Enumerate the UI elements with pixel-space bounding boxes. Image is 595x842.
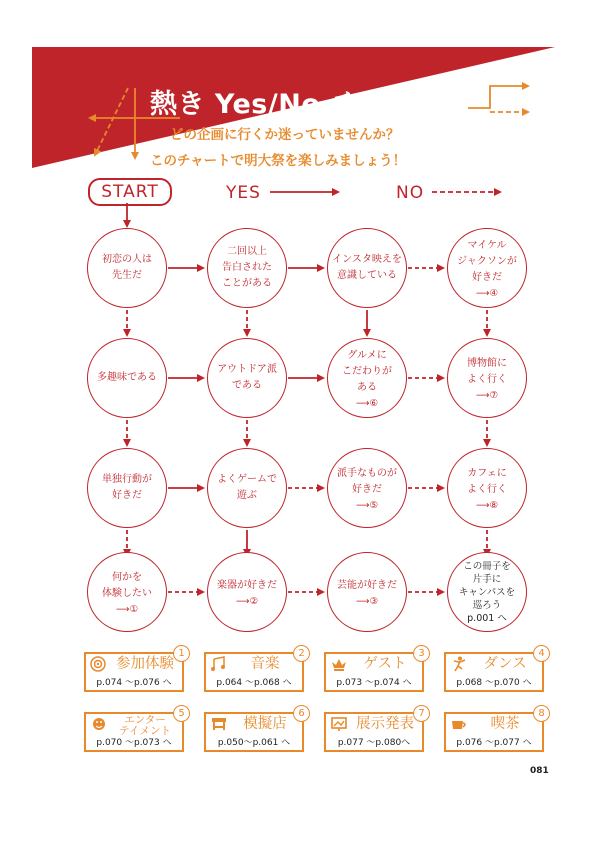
question-node (327, 338, 407, 418)
question-node (447, 228, 527, 308)
category-name: 展示発表 (356, 716, 414, 732)
question-node (87, 552, 167, 632)
final-text: この冊子を 片手に キャンパスを 巡ろう p.001 へ (458, 560, 516, 624)
question-node (87, 228, 167, 308)
right-arrow-icon: ⟶ (235, 595, 250, 607)
goto-number: ③ (369, 595, 379, 607)
question-text: 派手なものが 好きだ (337, 467, 397, 495)
goto-number: ④ (489, 287, 499, 299)
question-text: 多趣味である (97, 372, 157, 383)
subtitle-invite: このチャートで明大祭を楽しみましょう！ (150, 153, 407, 169)
category-number: 7 (413, 705, 430, 722)
right-arrow-icon: ⟶ (355, 595, 370, 607)
target-icon (90, 656, 108, 672)
question-text: 何かを 体験したい (102, 571, 152, 599)
category-number: 1 (173, 645, 190, 662)
goto-number: ⑤ (369, 499, 379, 511)
right-arrow-icon: ⟶ (475, 389, 490, 401)
category-name: 喫茶 (490, 716, 520, 732)
category-number: 6 (293, 705, 310, 722)
question-text: 単独行動が 好きだ (102, 474, 152, 501)
goto-number: ⑦ (489, 389, 499, 401)
category-pages: p.070 ～p.073 へ (96, 738, 172, 748)
category-number: 5 (173, 705, 190, 722)
goto-marker (476, 500, 498, 511)
category-number: 2 (293, 645, 310, 662)
right-arrow-icon: ⟶ (355, 499, 370, 511)
goto-number: ① (129, 603, 139, 615)
category-box[interactable] (204, 648, 305, 692)
goto-marker (476, 390, 498, 401)
question-node (207, 228, 287, 308)
question-text: 二回以上 告白された ことがある (222, 246, 272, 289)
goto-number: ② (249, 595, 259, 607)
question-text: グルメに こだわりが ある (342, 349, 392, 393)
category-box[interactable] (324, 708, 425, 752)
start-label: START (88, 178, 172, 206)
category-box[interactable] (444, 708, 545, 752)
cafe-cup-icon (450, 716, 468, 732)
decor-step-arrow (468, 86, 528, 108)
category-box[interactable] (84, 648, 185, 692)
guest-crown-icon (330, 656, 348, 672)
category-pages: p.068 ～p.070 へ (456, 678, 532, 688)
category-box[interactable] (204, 708, 305, 752)
goto-number: ⑥ (369, 397, 379, 409)
category-box[interactable] (444, 648, 545, 692)
question-node (87, 338, 167, 418)
question-text: マイケル ジャクソンが 好きだ (457, 239, 517, 283)
category-box[interactable] (84, 708, 185, 752)
right-arrow-icon: ⟶ (115, 603, 130, 615)
subtitle-question: どの企画に行くか迷っていませんか？ (170, 127, 400, 143)
yes-label: YES (226, 183, 261, 203)
question-text: アウトドア派 である (217, 364, 277, 391)
dancer-icon (450, 656, 468, 672)
category-name: 模擬店 (243, 716, 287, 732)
question-node (207, 448, 287, 528)
goto-marker (356, 596, 378, 607)
goto-number: ⑧ (489, 499, 499, 511)
music-note-icon (210, 656, 228, 672)
goto-marker (116, 604, 138, 615)
question-node (327, 448, 407, 528)
category-pages: p.077 ～p.080へ (337, 738, 411, 748)
question-text: 楽器が好きだ (217, 579, 277, 591)
category-name: 音楽 (250, 656, 280, 672)
chart-title: 熱き Yes/No チャート (150, 89, 440, 120)
question-node (207, 338, 287, 418)
category-pages: p.074 ～p.076 へ (96, 678, 172, 688)
question-text: インスタ映えを 意識している (332, 254, 402, 281)
question-node (207, 552, 287, 632)
category-name: ゲスト (363, 656, 407, 672)
question-node (447, 338, 527, 418)
category-number: 8 (533, 705, 550, 722)
category-name: エンター テイメント (119, 714, 171, 737)
page-number: 081 (530, 766, 549, 776)
category-number: 4 (533, 645, 550, 662)
right-arrow-icon: ⟶ (475, 287, 490, 299)
question-node (327, 552, 407, 632)
entertainment-icon (90, 716, 108, 732)
category-number: 3 (413, 645, 430, 662)
question-text: 芸能が好きだ (337, 579, 397, 591)
right-arrow-icon: ⟶ (355, 397, 370, 409)
category-pages: p.064 ～p.068 へ (216, 678, 292, 688)
category-pages: p.073 ～p.074 へ (336, 678, 412, 688)
question-text: よくゲームで 遊ぶ (217, 474, 277, 501)
category-box[interactable] (324, 648, 425, 692)
category-pages: p.076 ～p.077 へ (456, 738, 532, 748)
category-pages: p.050～p.061 へ (217, 738, 291, 748)
stall-icon (210, 716, 228, 732)
category-name: 参加体験 (116, 656, 174, 672)
goto-marker (476, 288, 498, 299)
no-label: NO (396, 183, 425, 203)
question-text: 初恋の人は 先生だ (102, 254, 152, 281)
category-name: ダンス (483, 656, 527, 672)
goto-marker (356, 398, 378, 409)
question-node (447, 448, 527, 528)
question-node (327, 228, 407, 308)
goto-marker (236, 596, 258, 607)
question-text: カフェに よく行く (467, 467, 507, 495)
goto-marker (356, 500, 378, 511)
final-node (447, 552, 527, 632)
question-node (87, 448, 167, 528)
question-text: 博物館に よく行く (467, 357, 507, 385)
right-arrow-icon: ⟶ (475, 499, 490, 511)
exhibit-icon (330, 716, 348, 732)
